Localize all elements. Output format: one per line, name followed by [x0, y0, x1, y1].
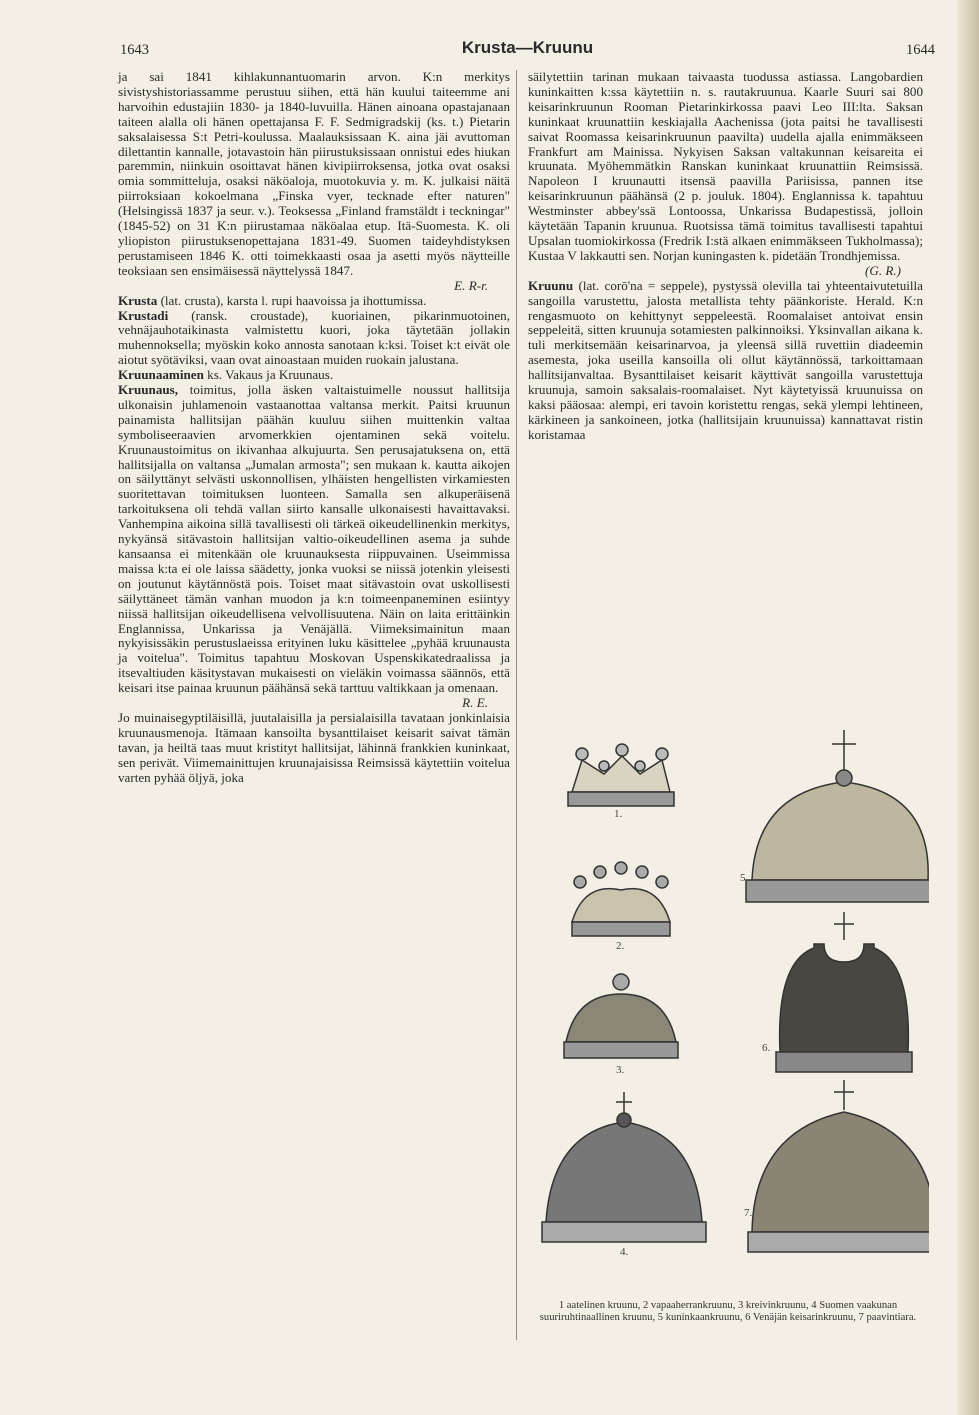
- article-entry: [118, 309, 510, 369]
- page-title: Krusta—Kruunu: [461, 38, 594, 57]
- entry-term: Kruunu: [528, 277, 574, 293]
- entry-text: (lat. corō'na = seppele), pystyssä olevilla tai yhteentaivutetuilla sangoilla varustettu, jalosta metallista tehty päänkoriste. Herald. K:n rengasmuoto on kehittynyt seppeleestä. Roomalaiset antoivat ensin seppeleitä, sitten kruunuja sotamiesten palkinnoiksi. Yksinvallan aikana k. tuli merkitsemään keisarinarvoa, ja yleensä sillä ruvettiin diadeemin asemesta, joka useilla kansoilla oli ollut käytännössä, tarkoittamaan hallitsijanvaltaa. Bysanttilaiset keisarit käyttivät sangoilla varustettuja kruunuja, samoin saksalais-roomalaiset. Nyt käytetyissä kruunuissa on kaksi pääosaa: alempi, eri tavoin koristettu rengas, sekä ylempi lehtineen, kärkineen ja sankoineen, jotka (hallitsijain kruunuissa) kannattavat ristin koristamaa: [528, 277, 923, 442]
- entry-term: Kruunaus,: [118, 382, 179, 398]
- crown-3-icon: [564, 974, 678, 1058]
- crowns-illustration: [524, 712, 929, 1297]
- left-column: [118, 70, 510, 786]
- entry-term: Krusta: [118, 292, 158, 308]
- figure-label: 6.: [762, 1042, 771, 1054]
- author-signature: (G. R.): [865, 262, 901, 278]
- author-signature: E. R-r.: [454, 277, 488, 293]
- article-text: Jo muinaisegyptiläisillä, juutalaisilla ja persialaisilla tavataan jonkinlaisia kruunausmenoja. Itämaan kansoilta bysanttilaiset keisarit saivat tämän tavan, ja heiltä taas muut kristityt hallitsijat, lähinnä frankkien kuninkaat, sen perivät. Viimemainittujen kruunajaisissa Reimsissä käytettiin voitelua varten pyhää öljyä, joka: [118, 709, 510, 785]
- figure-label: 2.: [616, 940, 625, 952]
- crown-5-icon: [746, 730, 929, 902]
- page-number-left: 1643: [120, 42, 149, 58]
- page-header: [120, 38, 935, 64]
- page-edge: [957, 0, 979, 1415]
- right-column: [528, 70, 923, 443]
- figure-label: 7.: [744, 1207, 753, 1219]
- page-number-right: 1644: [906, 42, 935, 58]
- column-divider: [516, 70, 517, 1340]
- article-entry: [118, 383, 510, 696]
- crown-2-icon: [572, 862, 670, 936]
- article-entry: [118, 368, 510, 383]
- entry-text: toimitus, jolla äsken valtaistuimelle noussut hallitsija ulkonaisin juhlamenoin vastaanottaa valtansa merkit. Paitsi kruunun painamista hallitsijan päähän kuuluu siihen muittenkin valtaa symboliseeraavien arvomerkkien ojentaminen sekä voitelu. Kruunaustoimitus on ikivanhaa alkujuurta. Sen perusajatuksena on, että hallitsijalla on valtansa „Jumalan armosta"; sen mukaan k. kautta aikojen on säilyttänyt selvästi uskonnollisen, ylhäisten hengellisten virkamiesten suoritettavan toimituksen luonteen. Samalla sen alkuperäisenä tarkoituksena oli tehdä vallan siirto kansalle ulkonaisesti havaittavaksi. Vanhempina aikoina sillä tavallisesti oli tärkeä oikeudellinenkin merkitys, nykyänsä sitävastoin hallitsijan valtio-oikeudellinen asema ja suhde kansaansa ei mitenkään ole kruunauksesta riippuvainen. Useimmissa maissa k:ta ei ole laissa säädetty, jonka vuoksi se niissä jotenkin yleisesti on joutunut käytännöstä pois. Toiset maat sitävastoin ovat uskollisesti säilyttäneet tämän vanhan muodon ja k:n toimeenpaneminen esiintyy niissä hallitsijan oikeudellisena velvollisuutena. Näin on laita erittäinkin Englannissa, Unkarissa ja Venäjällä. Viimeksimainitun maan nykyisissäkin perustuslaeissa erityinen luku käsittelee „pyhää kruunausta ja voitelua". Toimitus tapahtuu Moskovan Uspenskikatedraalissa ja itsevaltiuden käsitystavan mukaisesti on vieläkin voimassa säännös, että keisari itse painaa kruunun päähänsä sekä tarttuu valtikkaan ja omenaan.: [118, 382, 510, 696]
- figure-label: 5.: [740, 872, 749, 884]
- article-entry: [118, 294, 510, 309]
- figure-label: 1.: [614, 808, 623, 820]
- figure-caption: 1 aatelinen kruunu, 2 vapaaherrankruunu, 3 kreivinkruunu, 4 Suomen vaakunan suuriruhtinaallinen kruunu, 5 kuninkaankruunu, 6 Venäjän keisarinkruunu, 7 paavintiara.: [539, 1300, 917, 1323]
- entry-text: (lat. crusta), karsta l. rupi haavoissa ja ihottumissa.: [160, 292, 427, 308]
- article-text: säilytettiin tarinan mukaan taivaasta tuodussa astiassa. Langobardien kuninkaitten k:ssa käytettiin n. s. rautakruunua. Kaarle Suuri sai 800 keisarinkruunun Rooman Pietarinkirkossa paavi Leo III:lta. Saksan kuninkaat kruunattiin keskiajalla Aachenissa (jota paitsi he tavallisesti saivat Roomassa keisarinkruunun paavilta) uudella ajalla enimmäkseen Frankfurt am Mainissa. Nykyisen Saksan valtakunnan keisareita ei kruunata. Myöhemmätkin Ranskan kuninkaat kruunattiin Reimsissä. Napoleon I kruunautti itsensä paavilla Pariisissa, pannen itse keisarinkruunun päähänsä (2 p. jouluk. 1804). Englannissa k. tapahtuu Westminster abbey'ssä Lontoossa, Unkarissa Budapestissä, jolloin käytetään Tapanin kruunua. Ruotsissa tämä toimitus tavallisesti tapahtui Upsalan tuomiokirkossa (Fredrik I:stä alkaen enimmäkseen Tukholmassa); Kustaa V lakkautti sen. Norjan kuningasten k. pidetään Trondhjemissa.: [528, 69, 923, 263]
- figure-label: 3.: [616, 1064, 625, 1076]
- crown-6-icon: [776, 912, 912, 1072]
- entry-text: ks. Vakaus ja Kruunaus.: [207, 367, 334, 383]
- entry-text: (ransk. croustade), kuoriainen, pikarinmuotoinen, vehnäjauhotaikinasta valmistettu kuori, joka täytetään jollakin muhennoksella; myöskin koko annosta sanotaan k:ksi. Toiset k:t eivät ole aiotut syötäviksi, vaan ovat ainoastaan muiden ruokain jalustana.: [118, 307, 510, 368]
- entry-term: Krustadi: [118, 307, 169, 323]
- figure-label: 4.: [620, 1246, 629, 1258]
- entry-term: Kruunaaminen: [118, 367, 204, 383]
- crown-1-icon: [568, 744, 674, 806]
- article-entry: [528, 279, 923, 443]
- article-text: ja sai 1841 kihlakunnantuomarin arvon. K:n merkitys sivistyshistoriassamme perustuu siihen, että hän kuului taiteemme ani harvoihin edustajiin 1830- ja 1840-luvuilla. Hänen ainoana opastajanaan taiteen alalla oli hänen opettajansa F. F. Sedmigradskij (ks. t.) Pietarin saksalaisessa S:t Petri-koulussa. Maalauksissaan K. aina jäi avuttoman dilettantin kannalle, jotavastoin hän piirustuksissaan onnistui edes hiukan paremmin, niinkuin osoittavat hänen kivipiirroksensa, jotka ovat osaksi omia sommitteluja, osaksi näköaloja, muotokuvia y. m. K. julkaisi näitä piirroksiaan kokoelmana „Finska vyer, tecknade efter naturen" (Helsingissä 1837 ja seur. v.). Teoksessa „Finland framstäldt i teckningar" (1845-52) on 31 K:n piirustamaa näköalaa etup. Itä-Suomesta. K. oli yliopiston piirustuksenopettajana 1831-49. Suomen taideyhdistyksen perustamiseen 1846 K. otti toimekkaasti osaa ja asetti myös näytteille teoksiaan sen ensimäisessä näyttelyssä 1847.: [118, 69, 510, 278]
- crowns-drawing: [524, 712, 929, 1297]
- crown-7-icon: [748, 1080, 929, 1252]
- author-signature: R. E.: [462, 695, 488, 711]
- crown-4-icon: [542, 1092, 706, 1242]
